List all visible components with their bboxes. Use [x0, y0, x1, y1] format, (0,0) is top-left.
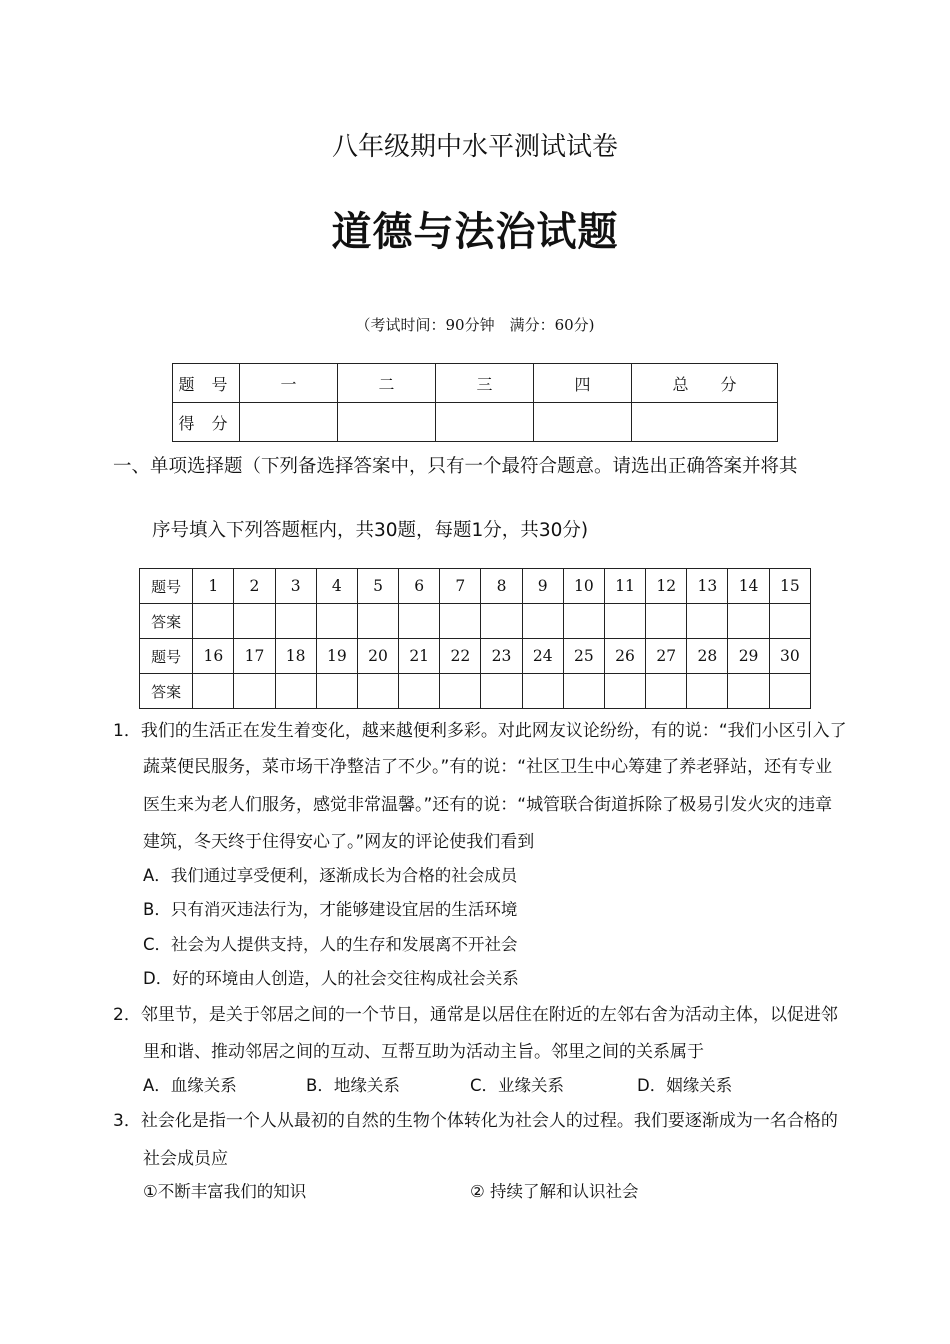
section-heading: 一、单项选择题（下列备选择答案中，只有一个最符合题意。请选出正确答案并将其 — [113, 456, 798, 477]
question-number-cell: 10 — [563, 569, 604, 604]
question-3-line: 社会成员应 — [143, 1149, 228, 1169]
question-2-option-d: D．姻缘关系 — [637, 1076, 733, 1095]
question-2-option-b: B．地缘关系 — [306, 1076, 400, 1095]
answer-cell[interactable] — [440, 604, 481, 639]
question-1-option-d: D．好的环境由人创造，人的社会交往构成社会关系 — [143, 969, 519, 988]
answer-cell[interactable] — [357, 604, 398, 639]
answer-cell[interactable] — [769, 674, 810, 709]
question-number-cell: 7 — [440, 569, 481, 604]
answer-cell[interactable] — [646, 674, 687, 709]
question-number-cell: 20 — [357, 639, 398, 674]
question-2-line: 2．邻里节，是关于邻居之间的一个节日，通常是以居住在附近的左邻右舍为活动主体，以促进邻 — [113, 1005, 838, 1025]
answer-cell[interactable] — [275, 604, 316, 639]
question-1-option-b: B．只有消灭违法行为，才能够建设宜居的生活环境 — [143, 900, 518, 919]
question-1-option-c: C．社会为人提供支持，人的生存和发展离不开社会 — [143, 935, 518, 954]
question-number-cell: 14 — [728, 569, 769, 604]
answer-cell[interactable] — [646, 604, 687, 639]
question-1-line: 建筑，冬天终于住得安心了。”网友的评论使我们看到 — [143, 832, 535, 852]
question-number-cell: 3 — [275, 569, 316, 604]
score-header-total: 总 分 — [632, 364, 778, 403]
answer-cell[interactable] — [481, 604, 522, 639]
answer-cell[interactable] — [234, 674, 275, 709]
question-number-cell: 18 — [275, 639, 316, 674]
question-2-option-c: C．业缘关系 — [470, 1076, 565, 1095]
question-number-cell: 29 — [728, 639, 769, 674]
question-number-cell: 26 — [604, 639, 645, 674]
answer-cell[interactable] — [481, 674, 522, 709]
exam-info: （考试时间：90分钟 满分：60分) — [355, 316, 595, 334]
question-number-cell: 23 — [481, 639, 522, 674]
section-heading-continued: 序号填入下列答题框内，共30题，每题1分，共30分) — [152, 520, 589, 541]
score-cell-total[interactable] — [632, 403, 778, 442]
question-number-cell: 2 — [234, 569, 275, 604]
score-cell[interactable] — [338, 403, 436, 442]
score-cell[interactable] — [240, 403, 338, 442]
score-header-cell: 一 — [240, 364, 338, 403]
question-2-line: 里和谐、推动邻居之间的互动、互帮互助为活动主旨。邻里之间的关系属于 — [143, 1042, 704, 1062]
answer-cell[interactable] — [563, 604, 604, 639]
score-cell[interactable] — [534, 403, 632, 442]
question-number-cell: 17 — [234, 639, 275, 674]
question-3-option-1: ①不断丰富我们的知识 — [143, 1182, 307, 1201]
question-number-cell: 24 — [522, 639, 563, 674]
question-1-option-a: A．我们通过享受便利，逐渐成长为合格的社会成员 — [143, 866, 518, 885]
question-number-cell: 1 — [193, 569, 234, 604]
answer-cell[interactable] — [316, 674, 357, 709]
question-number-cell: 25 — [563, 639, 604, 674]
answer-cell[interactable] — [399, 674, 440, 709]
score-header-cell: 四 — [534, 364, 632, 403]
question-1-line: 蔬菜便民服务，菜市场干净整洁了不少。”有的说：“社区卫生中心筹建了养老驿站，还有专业 — [143, 757, 833, 777]
answer-cell[interactable] — [316, 604, 357, 639]
question-number-cell: 8 — [481, 569, 522, 604]
question-number-cell: 21 — [399, 639, 440, 674]
score-header-cell: 二 — [338, 364, 436, 403]
answer-label: 答案 — [140, 604, 193, 639]
question-1-line: 1．我们的生活正在发生着变化，越来越便利多彩。对此网友议论纷纷，有的说：“我们小区引入了 — [113, 721, 847, 741]
answer-table-number-row — [140, 569, 811, 604]
answer-table-answer-row — [140, 604, 811, 639]
score-header-cell: 三 — [436, 364, 534, 403]
question-2-option-a: A．血缘关系 — [143, 1076, 237, 1095]
question-1-line: 医生来为老人们服务，感觉非常温馨。”还有的说：“城管联合街道拆除了极易引发火灾的违章 — [143, 795, 833, 815]
question-number-cell: 9 — [522, 569, 563, 604]
answer-cell[interactable] — [193, 604, 234, 639]
answer-cell[interactable] — [687, 604, 728, 639]
answer-cell[interactable] — [522, 604, 563, 639]
score-table-header-row — [173, 364, 778, 403]
question-number-cell: 22 — [440, 639, 481, 674]
question-number-cell: 27 — [646, 639, 687, 674]
answer-cell[interactable] — [604, 604, 645, 639]
question-number-cell: 28 — [687, 639, 728, 674]
exam-title: 八年级期中水平测试试卷 — [331, 132, 618, 162]
question-number-cell: 5 — [357, 569, 398, 604]
answer-cell[interactable] — [604, 674, 645, 709]
subject-title: 道德与法治试题 — [331, 208, 619, 255]
answer-cell[interactable] — [193, 674, 234, 709]
score-table — [172, 363, 778, 442]
answer-cell[interactable] — [234, 604, 275, 639]
question-number-cell: 6 — [399, 569, 440, 604]
answer-table — [139, 568, 811, 709]
answer-label: 答案 — [140, 674, 193, 709]
answer-cell[interactable] — [728, 604, 769, 639]
score-table-score-row — [173, 403, 778, 442]
answer-cell[interactable] — [357, 674, 398, 709]
answer-cell[interactable] — [522, 674, 563, 709]
question-number-cell: 16 — [193, 639, 234, 674]
question-number-label: 题号 — [140, 639, 193, 674]
question-3-line: 3．社会化是指一个人从最初的自然的生物个体转化为社会人的过程。我们要逐渐成为一名合格的 — [113, 1111, 838, 1131]
answer-cell[interactable] — [687, 674, 728, 709]
question-number-cell: 15 — [769, 569, 810, 604]
question-number-cell: 11 — [604, 569, 645, 604]
answer-cell[interactable] — [563, 674, 604, 709]
answer-cell[interactable] — [440, 674, 481, 709]
answer-cell[interactable] — [399, 604, 440, 639]
answer-cell[interactable] — [728, 674, 769, 709]
question-number-cell: 12 — [646, 569, 687, 604]
score-header-label: 题 号 — [173, 364, 240, 403]
question-3-option-2: ② 持续了解和认识社会 — [470, 1182, 639, 1201]
score-cell[interactable] — [436, 403, 534, 442]
answer-cell[interactable] — [769, 604, 810, 639]
question-number-cell: 30 — [769, 639, 810, 674]
score-row-label: 得 分 — [173, 403, 240, 442]
answer-cell[interactable] — [275, 674, 316, 709]
question-number-cell: 4 — [316, 569, 357, 604]
question-number-cell: 13 — [687, 569, 728, 604]
answer-table-number-row — [140, 639, 811, 674]
answer-table-answer-row — [140, 674, 811, 709]
question-number-label: 题号 — [140, 569, 193, 604]
question-number-cell: 19 — [316, 639, 357, 674]
